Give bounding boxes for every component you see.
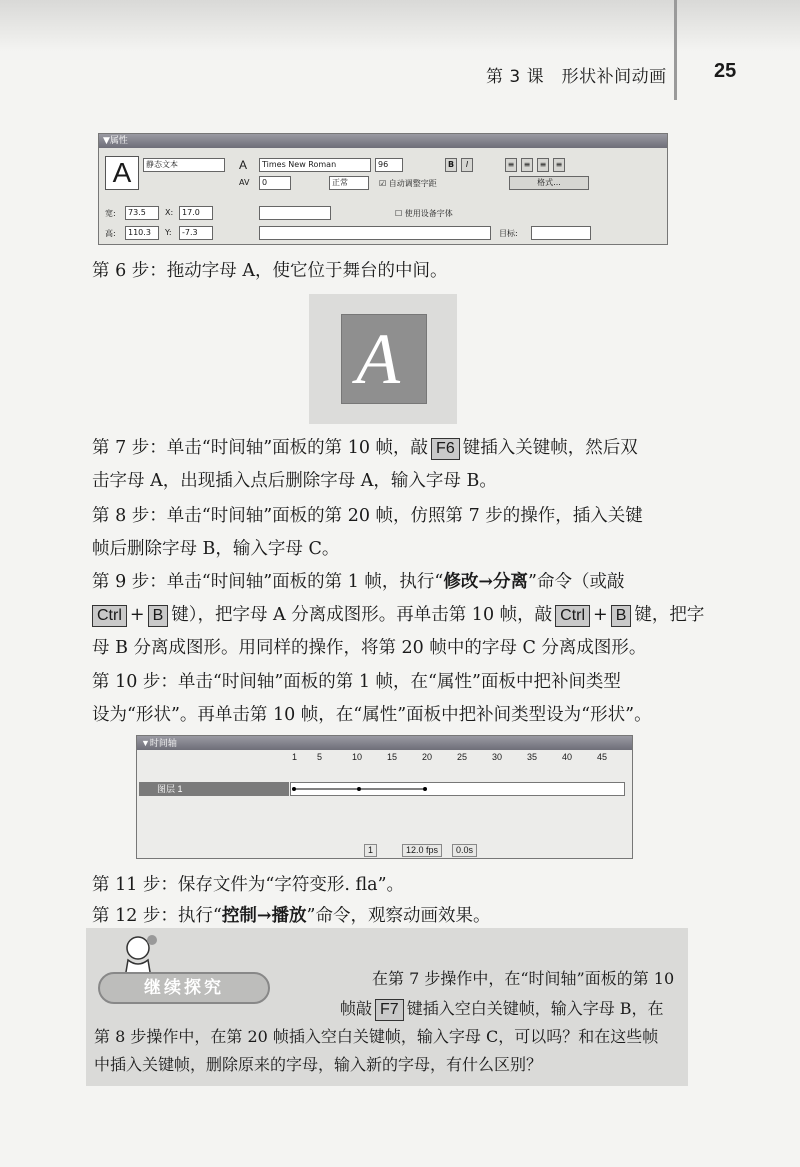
step-12-text-a: 第 12 步：执行“ [92,906,222,926]
timeline-title: ▼时间轴 [137,736,632,750]
properties-panel-title: ▼属性 [99,134,667,148]
step-7-text-c: 击字母 A，出现插入点后删除字母 A，输入字母 B。 [92,471,497,491]
explore-line-2 [340,996,664,1022]
step-9: 第 9 步：单击“时间轴”面板的第 1 帧，执行“修改→分离”命令（或敲 Ctrl + B 键），把字母 A 分离成图形。再单击第 10 帧，敲 Ctrl + B 键，把字 母 B 分离成图形。用同样的操作，将第 20 帧中的字母 C 分离成图形。 [92,572,705,658]
font-a-icon: A [239,158,248,172]
device-font-checkbox[interactable]: ☐ 使用设备字体 [395,209,453,218]
width-field[interactable]: 73.5 [125,206,159,220]
key-ctrl-2: Ctrl [555,605,590,627]
step-8-text-a: 第 8 步：单击“时间轴”面板的第 20 帧，仿照第 7 步的操作，插入关键 [92,506,643,526]
auto-kern-label: 自动调整字距 [388,179,437,188]
ruler-tick: 30 [492,752,503,762]
ruler-tick: 25 [457,752,468,762]
step-7-text-b: 键插入关键帧，然后双 [462,438,638,458]
justify-button[interactable]: ≡ [553,158,565,172]
step-12-command: 控制→播放 [221,906,307,926]
step-10 [92,666,732,732]
text-tool-icon: A [105,156,139,190]
kerning-select[interactable]: 正常 [329,176,369,190]
stage-letter: A [356,319,400,399]
auto-kern-checkbox-label[interactable]: ☑ 自动调整字距 [379,179,437,188]
align-left-button[interactable]: ≡ [505,158,517,172]
explore-badge: 继续探究 [98,972,270,1004]
font-size-field[interactable]: 96 [375,158,403,172]
y-field[interactable]: -7.3 [179,226,213,240]
target-select[interactable] [531,226,591,240]
height-label: 高: [105,229,116,238]
format-button[interactable]: 格式... [509,176,589,190]
timeline-ruler [292,752,622,766]
step-11: 第 11 步：保存文件为“字符变形. fla”。 [92,875,405,895]
current-frame: 1 [364,844,377,857]
lesson-title: 第 3 课 形状补间动画 [486,67,667,87]
explore-line-2a: 帧敲 [340,999,373,1018]
link-field[interactable] [259,206,331,220]
step-6: 第 6 步：拖动字母 A，使它位于舞台的中间。 [92,261,448,281]
ruler-tick: 40 [562,752,573,762]
url-field[interactable] [259,226,491,240]
width-label: 宽: [105,209,116,218]
tween-arrows [291,783,626,795]
device-font-label: 使用设备字体 [404,209,453,218]
explore-line-2b: 键插入空白关键帧，输入字母 B，在 [406,999,664,1018]
explore-line-4: 中插入关键帧，删除原来的字母，输入新的字母，有什么区别？ [94,1055,543,1074]
timeline-panel [136,735,633,859]
y-label: Y: [165,228,172,237]
height-field[interactable]: 110.3 [125,226,159,240]
spacing-icon: AV [239,178,250,187]
explore-line-1: 在第 7 步操作中，在“时间轴”面板的第 10 [372,969,675,988]
step-7 [92,432,732,498]
step-9-command: 修改→分离 [443,572,529,592]
stage-image [309,294,457,424]
step-9-text-d: 键，把字 [634,605,705,625]
ruler-tick: 1 [292,752,298,762]
page-number: 25 [714,60,737,82]
key-b: B [148,605,169,627]
step-12-text-b: ”命令，观察动画效果。 [306,906,491,926]
elapsed-time: 0.0s [452,844,477,857]
key-ctrl: Ctrl [92,605,127,627]
letter-spacing-field[interactable]: 0 [259,176,291,190]
step-8 [92,500,732,566]
stage-letter-box [341,314,427,404]
page-header [0,0,800,100]
step-9-text-c: 键），把字母 A 分离成图形。再单击第 10 帧，敲 [171,605,553,625]
ruler-tick: 20 [422,752,433,762]
font-family-select[interactable]: Times New Roman [259,158,371,172]
step-8-text-b: 帧后删除字母 B，输入字母 C。 [92,539,340,559]
explore-line-3: 第 8 步操作中，在第 20 帧插入空白关键帧，输入字母 C，可以吗？和在这些帧 [94,1027,659,1046]
text-type-select[interactable]: 静态文本 [143,158,225,172]
align-center-button[interactable]: ≡ [521,158,533,172]
step-10-text-b: 设为“形状”。再单击第 10 帧，在“属性”面板中把补间类型设为“形状”。 [92,705,652,725]
ruler-tick: 35 [527,752,538,762]
ruler-tick: 10 [352,752,363,762]
x-field[interactable]: 17.0 [179,206,213,220]
step-9-text-e: 母 B 分离成图形。用同样的操作，将第 20 帧中的字母 C 分离成图形。 [92,638,647,658]
properties-panel [98,133,668,245]
key-f6: F6 [431,438,460,460]
layer-frames[interactable] [290,782,625,796]
ruler-tick: 5 [317,752,323,762]
x-label: X: [165,208,174,217]
step-10-text-a: 第 10 步：单击“时间轴”面板的第 1 帧，在“属性”面板中把补间类型 [92,672,621,692]
ruler-tick: 15 [387,752,398,762]
step-9-text-a: 第 9 步：单击“时间轴”面板的第 1 帧，执行“ [92,572,444,592]
frame-rate: 12.0 fps [402,844,442,857]
step-7-text-a: 第 7 步：单击“时间轴”面板的第 10 帧，敲 [92,438,429,458]
key-b-2: B [611,605,632,627]
italic-button[interactable]: I [461,158,473,172]
timeline-status [290,844,625,857]
ruler-tick: 45 [597,752,608,762]
align-right-button[interactable]: ≡ [537,158,549,172]
layer-name: 图层 1 [157,784,183,794]
target-label: 目标: [499,229,518,238]
key-f7: F7 [375,999,404,1021]
layer-row[interactable] [139,782,289,796]
header-divider [674,0,677,100]
bold-button[interactable]: B [445,158,457,172]
step-9-text-b: ”命令（或敲 [528,572,625,592]
